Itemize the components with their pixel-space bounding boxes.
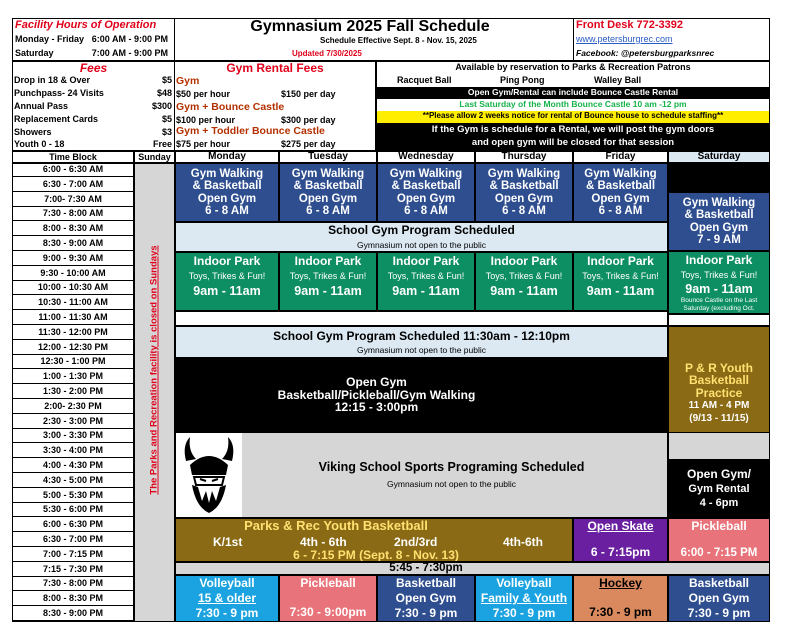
sunday-closed-note: The Parks and Recreation facility is closed on Sundays [148, 245, 160, 495]
facility-hours-title: Facility Hours of Operation [15, 19, 157, 31]
reservation-sport: Walley Ball [594, 75, 642, 85]
evening-subtitle: Family & Youth [480, 591, 568, 606]
time-block: 11:00 - 11:30 AM [12, 311, 134, 325]
rental-note-line: and open gym will be closed for that session [471, 137, 675, 148]
time-block: 4:30 - 5:00 PM [12, 474, 134, 488]
evening-time: 7:30 - 9 pm [394, 606, 458, 621]
gym-walking-line: Gym Walking [682, 197, 756, 210]
open-skate-block [573, 518, 668, 562]
time-block: 7:00 - 7:15 PM [12, 548, 134, 562]
gym-walking-line: Gym Walking [487, 168, 561, 181]
time-block: 3:30 - 4:00 PM [12, 444, 134, 458]
school-program-am [175, 222, 668, 252]
time-block: 8:30 - 9:00 PM [12, 607, 134, 621]
rental-note-banner [377, 123, 769, 150]
indoor-park-sub: Toys, Trikes & Fun! [485, 270, 563, 281]
time-block: 5:30 - 6:00 PM [12, 503, 134, 517]
rental-name: Gym [176, 75, 200, 87]
evening-subtitle: Open Gym [395, 591, 457, 606]
gym-walking-line: & Basketball [684, 209, 754, 222]
evening-title: Basketball [395, 576, 457, 591]
reservation-title: Available by reservation to Parks & Recreation Patrons [455, 62, 691, 72]
viking-sub: Gymnasium not open to the public [387, 479, 516, 490]
open-gym-line: Open Gym [346, 375, 407, 390]
youth-grade: 2nd/3rd [394, 535, 438, 549]
saturday-pickleball-title: Pickleball [691, 519, 747, 533]
fee-price: $48 [156, 88, 172, 98]
notice-text: **Please allow 2 weeks notice for rental of Bounce house to schedule staffing** [422, 111, 724, 120]
evening-time: 7:30 - 9 pm [687, 606, 751, 621]
saturday-open-gym-rental [668, 460, 770, 518]
saturday-indoor-park-block [668, 251, 770, 314]
youth-grade: 4th - 6th [300, 535, 347, 549]
header-friday: Friday [573, 151, 668, 163]
header-sunday: Sunday [134, 151, 175, 163]
indoor-park-sub: Toys, Trikes & Fun! [387, 270, 465, 281]
gym-walking-block [475, 163, 573, 222]
indoor-park-block [175, 252, 279, 311]
gym-walking-block [279, 163, 377, 222]
evening-time: 7:30 - 9 pm [589, 605, 652, 620]
indoor-park-sub: Toys, Trikes & Fun! [289, 270, 367, 281]
gym-walking-line: Gym Walking [389, 168, 463, 181]
youth-grade: K/1st [213, 535, 243, 549]
time-block: 2:00- 2:30 PM [12, 400, 134, 414]
empty-slot [175, 311, 668, 326]
reservation-sport: Ping Pong [500, 75, 545, 85]
saturday-open-time: 4 - 6pm [699, 497, 739, 510]
gym-walking-line: Open Gym [494, 192, 554, 205]
header-wednesday: Wednesday [377, 151, 475, 163]
evening-title: Basketball [688, 576, 750, 591]
indoor-park-time: 9am - 11am [685, 282, 753, 297]
fees-title: Fees [79, 61, 108, 75]
indoor-park-block [279, 252, 377, 311]
time-block: 7:00- 7:30 AM [12, 193, 134, 207]
time-block: 7:30 - 8:00 PM [12, 577, 134, 591]
header-saturday: Saturday [668, 151, 770, 163]
time-block: 7:15 - 7:30 PM [12, 563, 134, 577]
gym-walking-line: & Basketball [391, 180, 461, 193]
contact-box [573, 18, 770, 61]
open-skate-time: 6 - 7:15pm [590, 545, 651, 560]
youth-practice-dates: (9/13 - 11/15) [689, 412, 749, 424]
school-program-title: School Gym Program Scheduled 11:30am - 12:10pm [273, 329, 570, 343]
saturday-open-line: Gym Rental [688, 482, 750, 495]
gym-walking-time: 6 - 8 AM [502, 204, 546, 217]
gym-walking-time: 6 - 8 AM [205, 204, 249, 217]
rental-hour-rate: $75 per hour [176, 139, 231, 149]
header-time-block: Time Block [12, 151, 134, 163]
saturday-gym-walking-block [668, 192, 770, 251]
fee-price: Free [152, 139, 172, 149]
time-block: 5:00 - 5:30 PM [12, 489, 134, 503]
rental-hour-rate: $50 per hour [176, 89, 231, 99]
time-block: 9:30 - 10:00 AM [12, 267, 134, 281]
fee-price: $5 [161, 114, 172, 124]
gym-walking-block [175, 163, 279, 222]
indoor-park-time: 9am - 11am [193, 284, 261, 299]
youth-basketball-block [175, 518, 573, 562]
open-gym-line: Basketball/Pickleball/Gym Walking [277, 387, 476, 402]
evening-basketball-wednesday [377, 575, 475, 622]
rental-day-rate: $300 per day [281, 115, 336, 125]
fee-label: Annual Pass [14, 101, 69, 111]
time-block: 6:30 - 7:00 PM [12, 533, 134, 547]
facebook-handle: Facebook: @petersburgparksnrec [576, 48, 715, 58]
youth-basketball-title: Parks & Rec Youth Basketball [244, 518, 428, 533]
notice-banner [377, 111, 769, 123]
gym-walking-line: & Basketball [489, 180, 559, 193]
open-skate-title: Open Skate [587, 519, 654, 533]
evening-title: Hockey [599, 576, 642, 590]
evening-basketball-saturday [668, 575, 770, 622]
indoor-park-time: 9am - 11am [490, 284, 558, 299]
indoor-park-sub: Toys, Trikes & Fun! [680, 269, 758, 280]
time-block: 12:00 - 12:30 PM [12, 341, 134, 355]
reservation-box [376, 61, 770, 151]
gym-walking-block [377, 163, 475, 222]
rental-fees-title: Gym Rental Fees [226, 61, 324, 75]
school-program-sub: Gymnasium not open to the public [357, 239, 486, 250]
evening-volleyball-monday [175, 575, 279, 622]
open-gym-time: 12:15 - 3:00pm [334, 400, 419, 415]
fee-label: Drop in 18 & Over [14, 75, 91, 85]
last-saturday-banner [377, 99, 769, 111]
website-link[interactable]: www.petersburgrec.com [576, 34, 673, 44]
time-block: 6:00 - 6:30 AM [12, 163, 134, 177]
saturday-closed-early [668, 163, 770, 192]
evening-title: Volleyball [496, 576, 552, 591]
evening-hockey-friday [573, 575, 668, 622]
indoor-park-title: Indoor Park [193, 254, 261, 268]
evening-time: 7:30 - 9:00pm [289, 605, 367, 620]
header-monday: Monday [175, 151, 279, 163]
viking-title: Viking School Sports Programing Scheduled [318, 459, 585, 474]
gym-walking-time: 6 - 8 AM [598, 204, 643, 217]
bounce-rental-banner [377, 87, 769, 99]
indoor-park-time: 9am - 11am [294, 284, 362, 299]
fee-label: Punchpass- 24 Visits [14, 88, 104, 98]
rental-day-rate: $150 per day [281, 89, 336, 99]
evening-volleyball-thursday [475, 575, 573, 622]
header-title-box [175, 18, 573, 61]
indoor-park-time: 9am - 11am [392, 284, 460, 299]
youth-practice-line: Practice [695, 385, 743, 400]
indoor-park-title: Indoor Park [294, 254, 362, 268]
hours-weekday-time: 6:00 AM - 9:00 PM [91, 34, 168, 44]
time-block: 6:00 - 6:30 PM [12, 518, 134, 532]
time-block: 7:30 - 8:00 AM [12, 207, 134, 221]
empty-slot [668, 314, 770, 326]
indoor-park-time: 9am - 11am [586, 284, 655, 299]
youth-basketball-time: 6 - 7:15 PM (Sept. 8 - Nov. 13) [293, 548, 459, 562]
gym-walking-line: & Basketball [585, 180, 656, 193]
school-program-sub: Gymnasium not open to the public [357, 344, 486, 355]
time-block: 12:30 - 1:00 PM [12, 355, 134, 369]
youth-practice-line: Basketball [688, 373, 750, 388]
time-block: 6:30 - 7:00 AM [12, 178, 134, 192]
indoor-park-title: Indoor Park [392, 254, 460, 268]
time-block: 8:00 - 8:30 AM [12, 222, 134, 236]
header-thursday: Thursday [475, 151, 573, 163]
time-block: 4:00 - 4:30 PM [12, 459, 134, 473]
gym-walking-block [573, 163, 668, 222]
time-block: 1:30 - 2:00 PM [12, 385, 134, 399]
rental-note-line: If the Gym is schedule for a Rental, we will post the gym doors [431, 124, 715, 135]
gym-walking-time: 6 - 8 AM [404, 204, 448, 217]
indoor-park-sub: Toys, Trikes & Fun! [188, 270, 266, 281]
fee-price: $300 [151, 101, 172, 111]
fee-label: Youth 0 - 18 [14, 139, 65, 149]
indoor-park-block [377, 252, 475, 311]
fee-label: Replacement Cards [14, 114, 99, 124]
fee-label: Showers [14, 127, 52, 137]
gym-walking-line: Open Gym [197, 192, 257, 205]
fees-box [12, 61, 175, 151]
youth-grade: 4th-6th [503, 535, 543, 549]
empty-slot [668, 432, 770, 460]
time-block: 10:00 - 10:30 AM [12, 281, 134, 295]
schedule-effective: Schedule Effective Sept. 8 - Nov. 15, 2025 [320, 36, 477, 45]
rental-fees-box [174, 61, 376, 151]
indoor-park-title: Indoor Park [490, 254, 558, 268]
rental-day-rate: $275 per day [281, 139, 336, 149]
updated-date: Updated 7/30/2025 [292, 49, 362, 58]
gym-walking-line: Open Gym [591, 192, 650, 205]
gym-walking-line: Open Gym [689, 221, 749, 234]
last-saturday-note: Last Saturday of the Month Bounce Castle 10 am -12 pm [459, 99, 687, 109]
gym-walking-time: 7 - 9 AM [697, 233, 741, 246]
gym-walking-line: Gym Walking [584, 168, 657, 181]
transition-time: 5:45 - 7:30pm [389, 562, 463, 574]
time-block: 3:00 - 3:30 PM [12, 429, 134, 443]
youth-practice-line: P & R Youth [684, 360, 753, 375]
reservation-sport: Racquet Ball [397, 75, 452, 85]
page-title: Gymnasium 2025 Fall Schedule [250, 18, 490, 35]
evening-pickleball-tuesday [279, 575, 377, 622]
school-program-title: School Gym Program Scheduled [328, 223, 515, 237]
school-program-midday [175, 326, 668, 358]
viking-school-block [175, 432, 668, 518]
saturday-bounce-note: Bounce Castle on the Last Saturday (excluding Oct. [680, 297, 758, 312]
gym-walking-line: & Basketball [293, 180, 363, 193]
gym-walking-line: Gym Walking [291, 168, 365, 181]
youth-practice-time: 11 AM - 4 PM [688, 400, 750, 412]
indoor-park-title: Indoor Park [587, 254, 654, 268]
rental-name: Gym + Toddler Bounce Castle [176, 125, 325, 137]
rental-hour-rate: $100 per hour [176, 115, 236, 125]
fee-price: $3 [161, 127, 172, 137]
indoor-park-title: Indoor Park [685, 253, 753, 267]
bounce-rental-note: Open Gym/Rental can include Bounce Castle Rental [467, 87, 679, 97]
rental-name: Gym + Bounce Castle [176, 101, 285, 113]
gym-walking-line: & Basketball [192, 180, 262, 193]
gym-walking-line: Open Gym [298, 192, 358, 205]
evening-time: 7:30 - 9 pm [195, 606, 259, 621]
indoor-park-block [573, 252, 668, 311]
time-block: 10:30 - 11:00 AM [12, 296, 134, 310]
front-desk-phone: Front Desk 772-3392 [576, 19, 683, 31]
saturday-pickleball-time: 6:00 - 7:15 PM [680, 546, 758, 559]
viking-logo [176, 433, 242, 517]
transition-row [175, 562, 770, 575]
time-block: 9:00 - 9:30 AM [12, 252, 134, 266]
time-block: 2:30 - 3:00 PM [12, 415, 134, 429]
gym-walking-line: Open Gym [396, 192, 456, 205]
gym-walking-line: Gym Walking [190, 168, 264, 181]
viking-helmet-icon [176, 433, 242, 517]
evening-subtitle: Open Gym [688, 591, 750, 606]
gym-walking-time: 6 - 8 AM [306, 204, 350, 217]
time-block: 1:00 - 1:30 PM [12, 370, 134, 384]
evening-time: 7:30 - 9 pm [492, 606, 556, 621]
hours-saturday-time: 7:00 AM - 9:00 PM [91, 48, 168, 58]
indoor-park-sub: Toys, Trikes & Fun! [582, 270, 659, 281]
fee-price: $5 [161, 75, 172, 85]
time-block: 8:00 - 8:30 PM [12, 592, 134, 606]
time-block: 8:30 - 9:00 AM [12, 237, 134, 251]
hours-weekday-label: Monday - Friday [15, 34, 85, 44]
saturday-open-line: Open Gym/ [686, 467, 751, 482]
indoor-park-block [475, 252, 573, 311]
hours-saturday-label: Saturday [15, 48, 54, 58]
evening-title: Volleyball [199, 576, 255, 591]
facility-hours-box [12, 18, 175, 61]
open-gym-afternoon [175, 358, 668, 432]
saturday-pickleball-block [668, 518, 770, 562]
time-block: 11:30 - 12:00 PM [12, 326, 134, 340]
evening-title: Pickleball [300, 576, 356, 590]
sunday-note-wrap [134, 163, 175, 578]
header-tuesday: Tuesday [279, 151, 377, 163]
evening-subtitle: 15 & older [197, 591, 257, 606]
